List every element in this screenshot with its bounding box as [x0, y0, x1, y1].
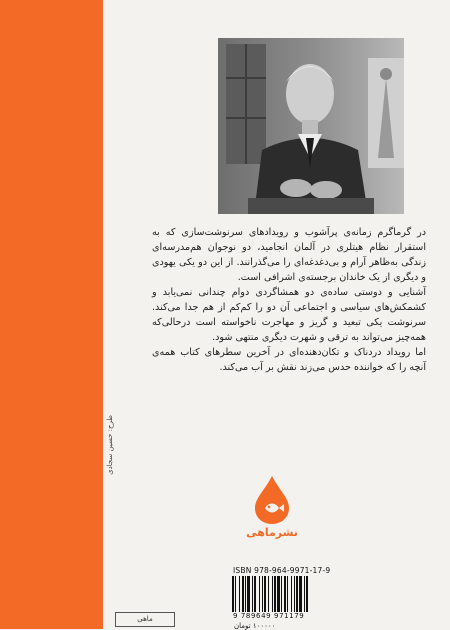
author-photo [218, 38, 404, 214]
price-label: ۱۰۰۰۰۰ تومان [234, 622, 276, 630]
author-portrait-icon [218, 38, 404, 214]
back-cover-blurb [152, 225, 426, 375]
barcode-digits: 9 789649 971179 [233, 612, 305, 620]
blurb-paragraph: در گرماگرم زمانه‌ی پرآشوب و رویدادهای سرنوشت‌سازی که به استقرار نظام هیتلری در آلمان انجامید، دو نوجوان هم‌مدرسه‌ای زندگی به‌ظاهر آرام و بی‌دغدغه‌ای را می‌گذرانند. از این دو یکی یهودی و دیگری از یک خاندان برجسته‌ی اشرافی است. [152, 227, 426, 283]
blurb-paragraph: اما رویداد دردناک و تکان‌دهنده‌ای در آخرین سطرهای کتاب همه‌ی آنچه را که خواننده حدس می‌زند نقش بر آب می‌کند. [152, 347, 426, 373]
fish-drop-logo-icon [243, 472, 301, 526]
blurb-paragraph: آشنایی و دوستی ساده‌ی دو همشاگردی دوام چندانی نمی‌یابد و کشمکش‌های سیاسی و اجتماعی آن دو را کم‌کم از هم جدا می‌کند. سرنوشت یکی تبعید و گریز و مهاجرت ناخواسته است درحالی‌که همه‌چیز می‌تواند به ترقی و شهرت دیگری منتهی شود. [152, 287, 426, 343]
isbn-label: ISBN 978-964-9971-17-9 [233, 566, 331, 575]
publisher-name: نشرماهی [246, 526, 298, 539]
cover-design-credit: طرح: حسین سجادی [106, 415, 114, 475]
orange-spine-band [0, 0, 103, 629]
barcode [230, 576, 340, 612]
barcode-icon [230, 576, 340, 612]
publisher-logo [243, 472, 301, 554]
publisher-seal: ماهی [115, 612, 175, 627]
